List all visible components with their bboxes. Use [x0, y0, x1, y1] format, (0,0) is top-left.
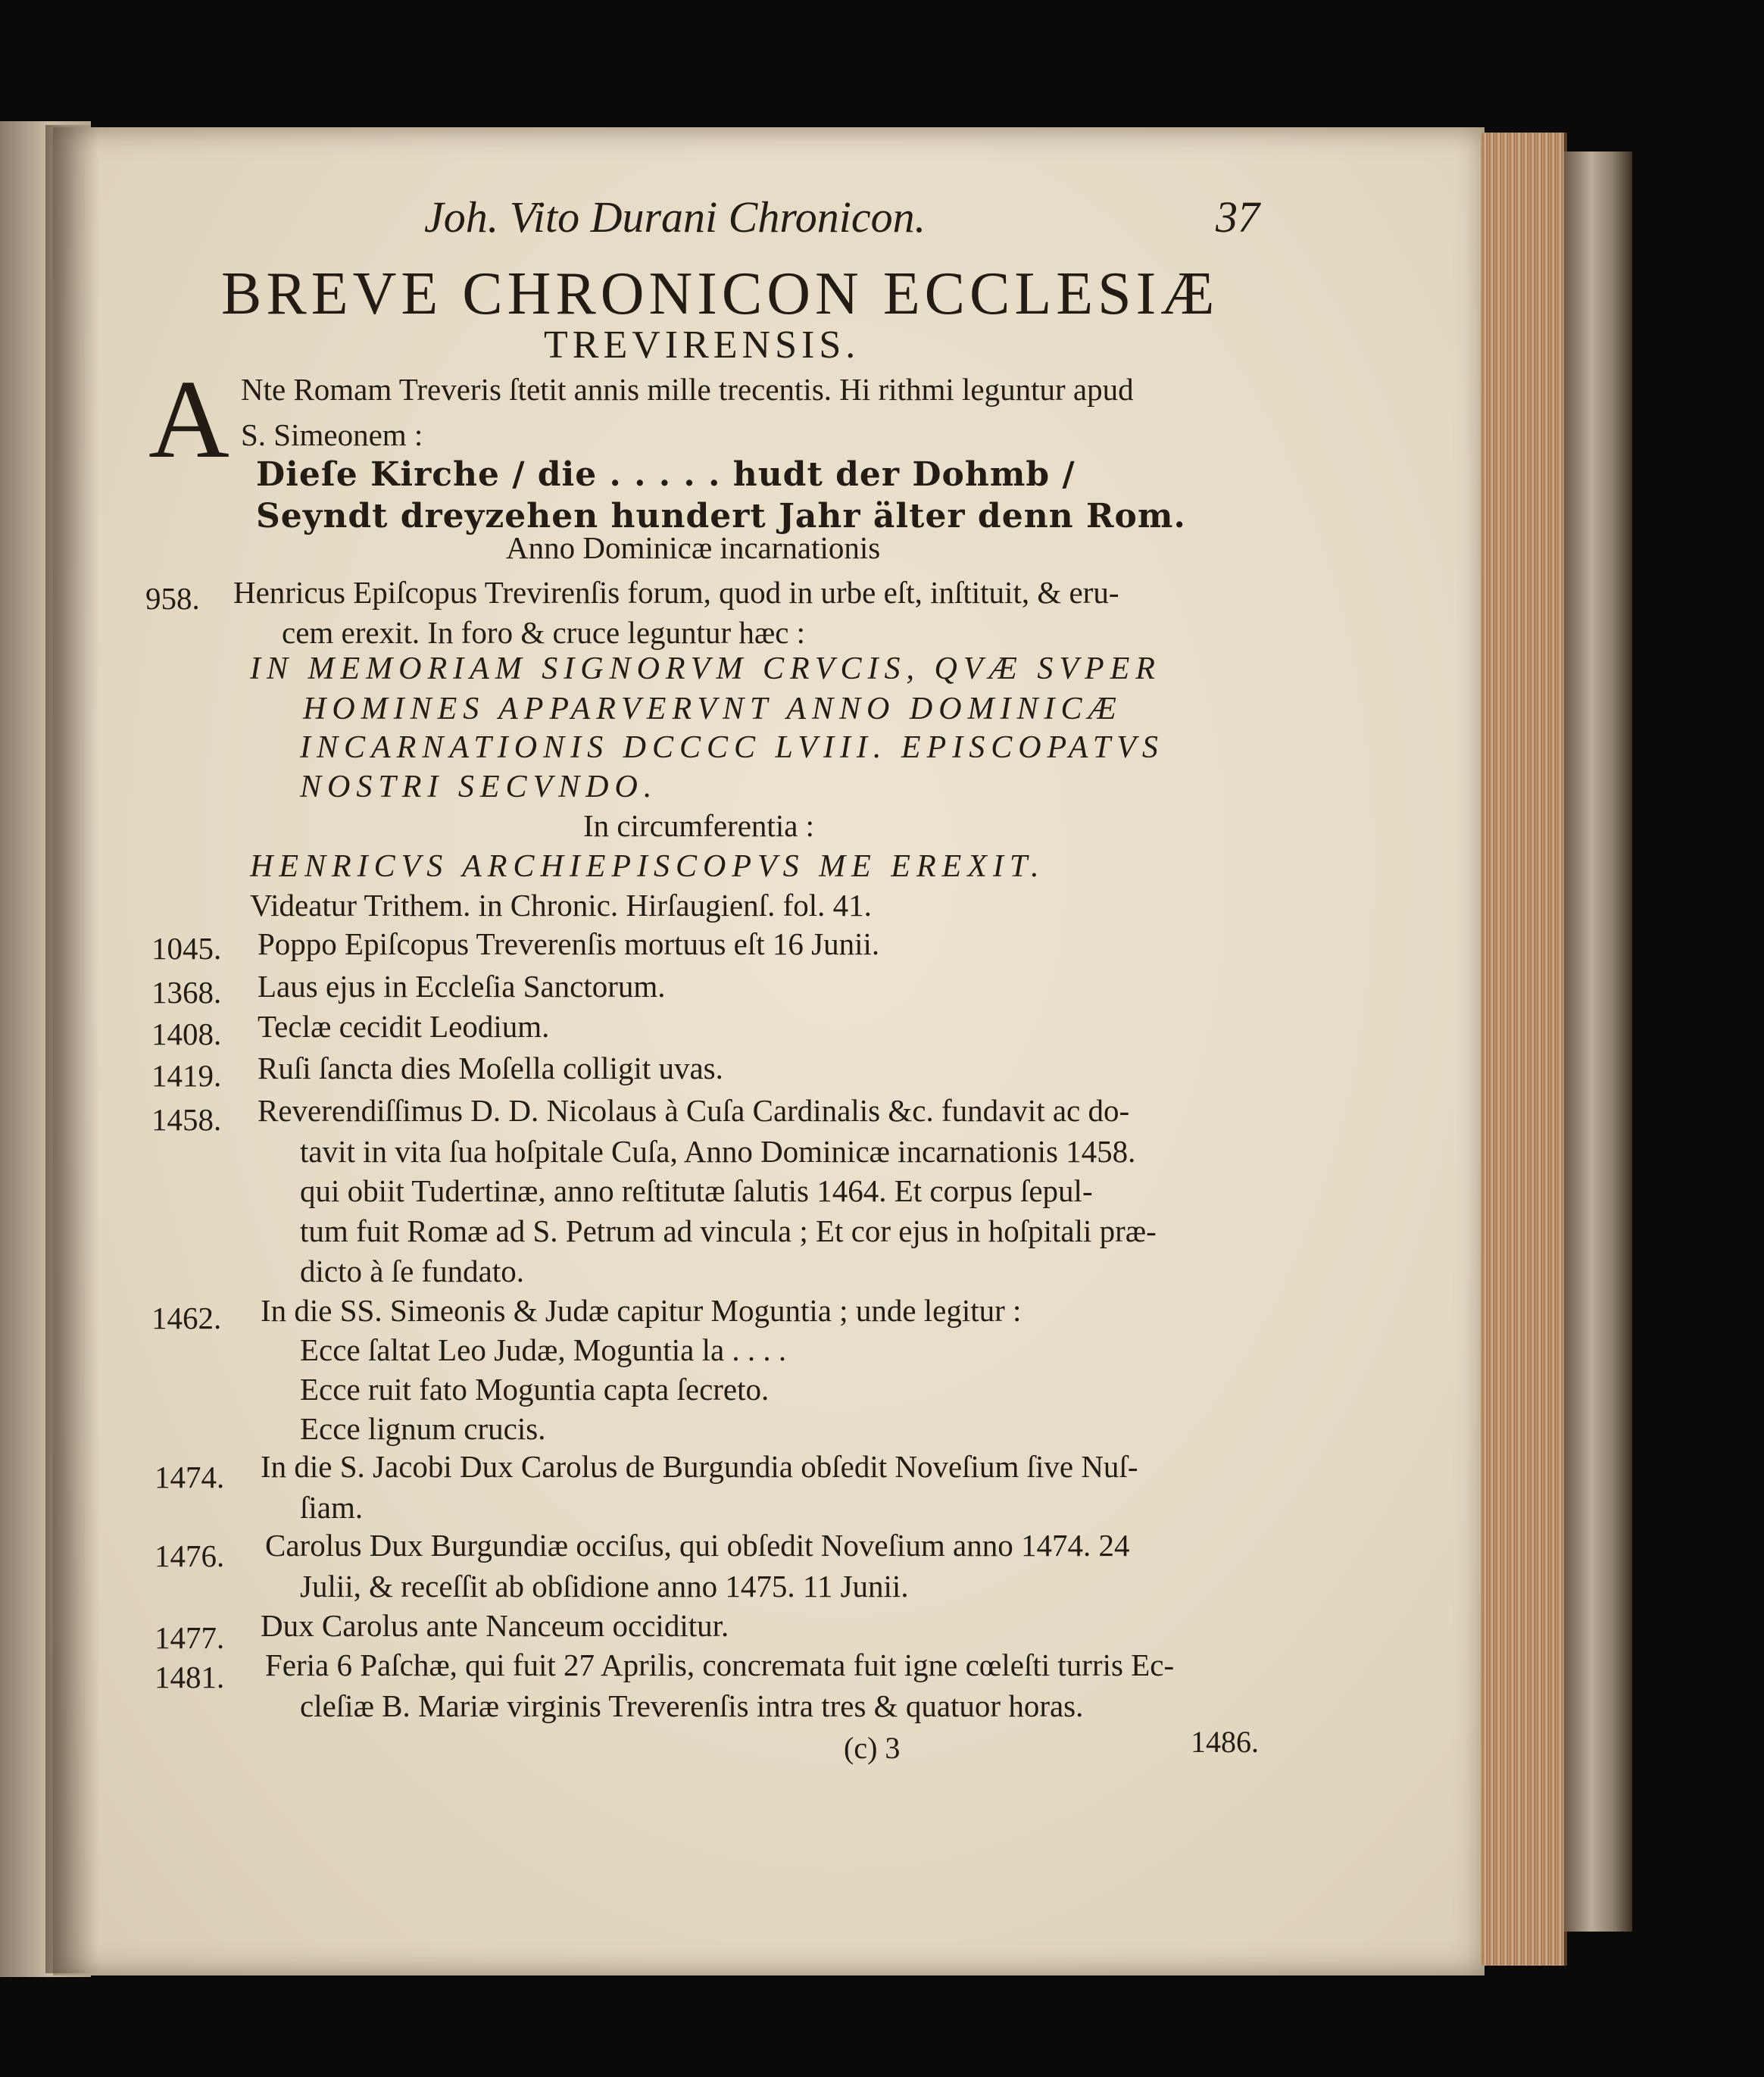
- entry-line: cleſiæ B. Mariæ virginis Treverenſis intra tres & quatuor horas.: [300, 1688, 1084, 1723]
- entry-year: 1408.: [151, 1017, 222, 1051]
- entry-year: 1419.: [151, 1058, 222, 1093]
- entry-year: 1474.: [155, 1460, 225, 1495]
- reference-line: Videatur Trithem. in Chronic. Hirſaugienſ. fol. 41.: [250, 888, 872, 923]
- entry-line: ſiam.: [300, 1490, 364, 1525]
- entry-line: tavit in vita ſua hoſpitale Cuſa, Anno Dominicæ incarnationis 1458.: [300, 1134, 1136, 1169]
- inscription-line: NOSTRI SECVNDO.: [300, 770, 658, 804]
- entry-line: Reverendiſſimus D. D. Nicolaus à Cuſa Cardinalis &c. fundavit ac do-: [258, 1093, 1130, 1128]
- german-verse-line: Dieſe Kirche / die . . . . . hudt der Dohmb /: [256, 455, 1076, 494]
- entry-line: Henricus Epiſcopus Trevirenſis forum, quod in urbe eſt, inſtituit, & eru-: [233, 575, 1119, 610]
- entry-year: 1458.: [151, 1102, 222, 1137]
- inscription-line: HENRICVS ARCHIEPISCOPVS ME EREXIT.: [250, 849, 1045, 884]
- entry-line: tum fuit Romæ ad S. Petrum ad vincula ; Et cor ejus in hoſpitali præ-: [300, 1213, 1157, 1248]
- entry-line: qui obiit Tudertinæ, anno reſtitutæ ſalutis 1464. Et corpus ſepul-: [300, 1173, 1093, 1208]
- intro-line-1: Nte Romam Treveris ſtetit annis mille trecentis. Hi rithmi leguntur apud: [241, 372, 1134, 407]
- entry-year: 1476.: [155, 1538, 225, 1573]
- inscription-line: HOMINES APPARVERVNT ANNO DOMINICÆ: [303, 692, 1122, 726]
- entry-line: Ecce ruit fato Moguntia capta ſecreto.: [300, 1372, 770, 1407]
- page-title: BREVE CHRONICON ECCLESIÆ: [221, 261, 1219, 327]
- german-verse-line: Seyndt dreyzehen hundert Jahr älter denn Rom.: [256, 497, 1186, 536]
- inscription-line: INCARNATIONIS DCCCC LVIII. EPISCOPATVS: [300, 730, 1164, 765]
- entry-line: Ecce lignum crucis.: [300, 1411, 546, 1446]
- entry-line: Dux Carolus ante Nanceum occiditur.: [261, 1608, 729, 1643]
- entry-year: 958.: [145, 581, 200, 616]
- entry-line: cem erexit. In foro & cruce leguntur hæc :: [282, 615, 806, 650]
- entry-line: Julii, & receſſit ab obſidione anno 1475. 11 Junii.: [300, 1569, 909, 1604]
- entry-year: 1481.: [155, 1660, 225, 1694]
- entry-line: Ecce ſaltat Leo Judæ, Moguntia la . . . .: [300, 1332, 787, 1367]
- running-head: Joh. Vito Durani Chronicon.: [424, 192, 926, 242]
- entry-line: Poppo Epiſcopus Treverenſis mortuus eſt 16 Junii.: [258, 926, 880, 961]
- drop-cap: A: [148, 358, 229, 482]
- page-subtitle: TREVIRENSIS.: [544, 323, 860, 367]
- signature-mark: (c) 3: [844, 1731, 901, 1765]
- intro-line-2: S. Simeonem :: [241, 417, 423, 452]
- entry-line: Carolus Dux Burgundiæ occiſus, qui obſedit Noveſium anno 1474. 24: [265, 1528, 1130, 1563]
- entry-line: dicto à ſe fundato.: [300, 1254, 525, 1288]
- anno-heading: Anno Dominicæ incarnationis: [506, 530, 881, 565]
- inscription-line: IN MEMORIAM SIGNORVM CRVCIS, QVÆ SVPER: [250, 651, 1161, 686]
- entry-line: Feria 6 Paſchæ, qui fuit 27 Aprilis, concremata fuit igne cœleſti turris Ec-: [265, 1648, 1175, 1682]
- entry-line: Laus ejus in Eccleſia Sanctorum.: [258, 969, 666, 1004]
- page-number: 37: [1216, 192, 1260, 242]
- entry-year: 1045.: [151, 931, 222, 966]
- catchword: 1486.: [1191, 1725, 1259, 1759]
- entry-line: In die SS. Simeonis & Judæ capitur Moguntia ; unde legitur :: [261, 1293, 1022, 1328]
- entry-line: Teclæ cecidit Leodium.: [258, 1009, 550, 1044]
- entry-line: Ruſi ſancta dies Moſella colligit uvas.: [258, 1051, 723, 1085]
- circumferentia-label: In circumferentia :: [583, 808, 815, 843]
- entry-year: 1368.: [151, 975, 222, 1010]
- entry-year: 1462.: [151, 1301, 222, 1335]
- entry-year: 1477.: [155, 1620, 225, 1655]
- entry-line: In die S. Jacobi Dux Carolus de Burgundia obſedit Noveſium ſive Nuſ-: [261, 1449, 1138, 1484]
